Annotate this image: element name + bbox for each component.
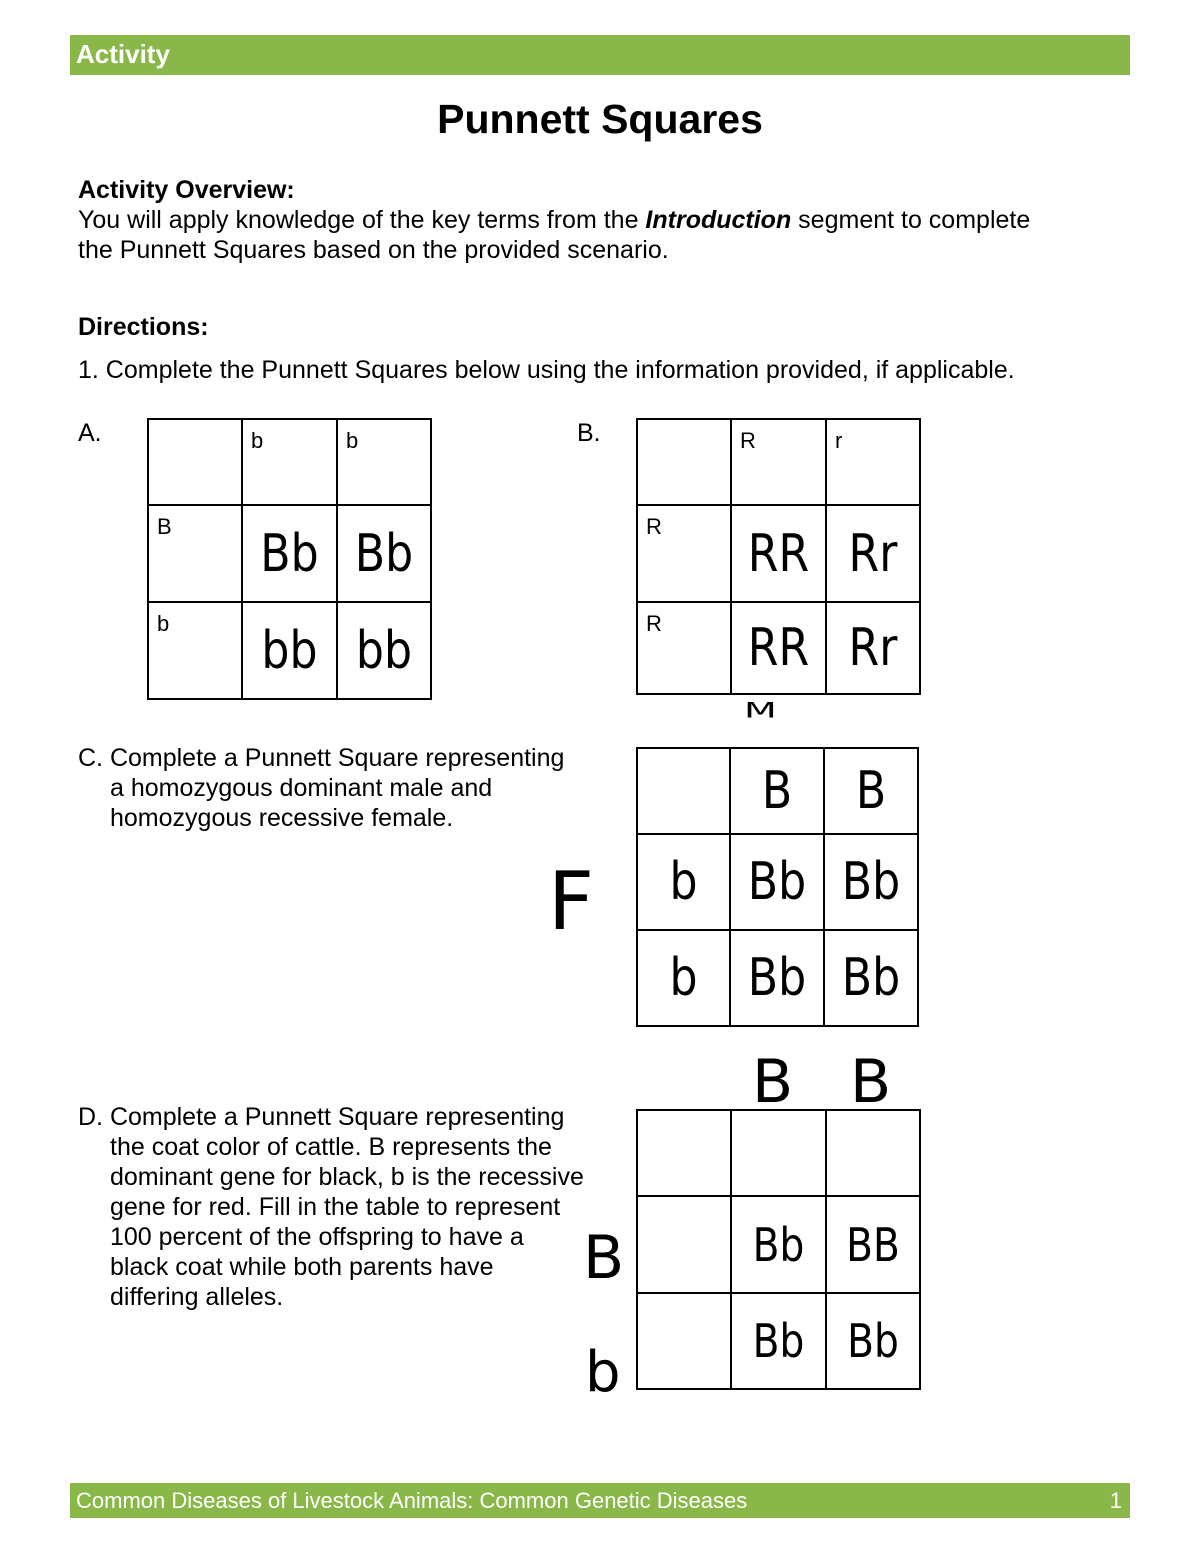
overview-text-pre: You will apply knowledge of the key terms from the <box>78 206 646 234</box>
section-d-line-4: gene for red. Fill in the table to represent <box>110 1193 561 1221</box>
corner-cell <box>637 419 731 505</box>
offspring-cell <box>242 505 337 602</box>
section-d-line-7: differing alleles. <box>110 1283 284 1311</box>
handwritten-genotype: RR <box>747 523 810 584</box>
page-title: Punnett Squares <box>437 96 763 142</box>
top-allele-cell <box>824 748 918 834</box>
allele-label: r <box>835 428 843 453</box>
punnett-square-b <box>636 418 921 695</box>
offspring-cell <box>730 930 824 1026</box>
handwritten-genotype: Bb <box>841 852 901 912</box>
handwritten-genotype: RR <box>747 618 810 678</box>
offspring-cell <box>826 505 920 602</box>
handwritten-allele: B <box>583 1223 625 1293</box>
side-allele-cell <box>637 930 730 1026</box>
handwritten-female-marker: F <box>548 855 595 948</box>
offspring-cell <box>731 602 826 694</box>
overview-line-1 <box>78 205 1030 235</box>
handwritten-allele: b <box>669 852 698 912</box>
offspring-cell <box>337 505 431 602</box>
section-d-line-2: the coat color of cattle. B represents the <box>110 1133 552 1161</box>
punnett-square-d <box>636 1109 921 1390</box>
handwritten-genotype: Bb <box>747 852 807 912</box>
handwritten-genotype: Bb <box>260 523 319 584</box>
handwritten-genotype: Bb <box>841 948 901 1008</box>
offspring-cell <box>824 930 918 1026</box>
section-d-line-6: black coat while both parents have <box>110 1253 494 1281</box>
handwritten-genotype: Rr <box>848 618 898 678</box>
top-allele-cell <box>731 1110 826 1196</box>
footer-band <box>70 1483 1130 1518</box>
allele-label: b <box>157 611 170 636</box>
allele-label: R <box>740 428 756 453</box>
offspring-cell <box>731 1293 826 1389</box>
side-allele-cell <box>148 505 242 602</box>
side-allele-cell <box>637 1293 731 1389</box>
handwritten-genotype: Bb <box>847 1314 899 1368</box>
handwritten-genotype: bb <box>355 620 413 681</box>
overview-emphasis: Introduction <box>645 206 792 234</box>
offspring-cell <box>242 602 337 699</box>
offspring-cell <box>826 1293 920 1389</box>
page-number: 1 <box>1109 1488 1122 1513</box>
handwritten-allele: B <box>855 761 887 821</box>
header-band <box>70 35 1130 75</box>
top-allele-cell <box>826 1110 920 1196</box>
offspring-cell <box>824 834 918 930</box>
overview-text-post: segment to complete <box>791 206 1031 234</box>
directions-step-1: 1. Complete the Punnett Squares below using the information provided, if applicable. <box>78 356 1015 384</box>
section-c-line-1: C. Complete a Punnett Square representing <box>78 744 565 772</box>
allele-label: B <box>157 514 172 539</box>
handwritten-genotype: Bb <box>747 948 807 1008</box>
side-allele-cell <box>637 834 730 930</box>
punnett-square-c <box>636 747 919 1027</box>
offspring-cell <box>731 505 826 602</box>
overview-line-2: the Punnett Squares based on the provided scenario. <box>78 236 669 264</box>
directions-heading: Directions: <box>78 313 209 341</box>
side-allele-cell <box>637 602 731 694</box>
allele-label: b <box>251 428 264 453</box>
section-c-line-3: homozygous recessive female. <box>110 804 454 832</box>
handwritten-genotype: BB <box>846 1217 900 1272</box>
offspring-cell <box>731 1196 826 1293</box>
square-a-label: A. <box>78 419 102 447</box>
handwritten-allele: B <box>761 761 793 821</box>
section-d-line-5: 100 percent of the offspring to have a <box>110 1223 524 1251</box>
corner-cell <box>148 419 242 505</box>
handwritten-allele: b <box>585 1340 621 1405</box>
offspring-cell <box>337 602 431 699</box>
side-allele-cell <box>637 1196 731 1293</box>
handwritten-allele: b <box>669 948 698 1008</box>
section-d-line-1: D. Complete a Punnett Square representing <box>78 1103 565 1131</box>
offspring-cell <box>826 1196 920 1293</box>
handwritten-mark: M <box>744 698 777 723</box>
allele-label: R <box>646 611 662 636</box>
handwritten-genotype: Rr <box>848 523 898 584</box>
handwritten-genotype: Bb <box>354 523 414 584</box>
handwritten-allele: B <box>850 1047 892 1117</box>
handwritten-genotype: Bb <box>752 1314 805 1368</box>
corner-cell <box>637 748 730 834</box>
handwritten-genotype: bb <box>261 620 318 681</box>
offspring-cell <box>826 602 920 694</box>
top-allele-cell <box>731 419 826 505</box>
side-allele-cell <box>148 602 242 699</box>
section-d-line-3: dominant gene for black, b is the recessive <box>110 1163 584 1191</box>
top-allele-cell <box>730 748 824 834</box>
top-allele-cell <box>242 419 337 505</box>
corner-cell <box>637 1110 731 1196</box>
offspring-cell <box>730 834 824 930</box>
handwritten-allele: B <box>752 1047 794 1117</box>
side-allele-cell <box>637 505 731 602</box>
allele-label: b <box>346 428 359 453</box>
header-label: Activity <box>76 39 170 69</box>
square-b-label: B. <box>577 419 601 447</box>
overview-heading: Activity Overview: <box>78 176 295 204</box>
top-allele-cell <box>337 419 431 505</box>
top-allele-cell <box>826 419 920 505</box>
section-c-line-2: a homozygous dominant male and <box>110 774 493 802</box>
footer-text: Common Diseases of Livestock Animals: Common Genetic Diseases <box>76 1488 748 1513</box>
handwritten-genotype: Bb <box>752 1217 805 1272</box>
punnett-square-a <box>147 418 432 700</box>
allele-label: R <box>646 514 662 539</box>
